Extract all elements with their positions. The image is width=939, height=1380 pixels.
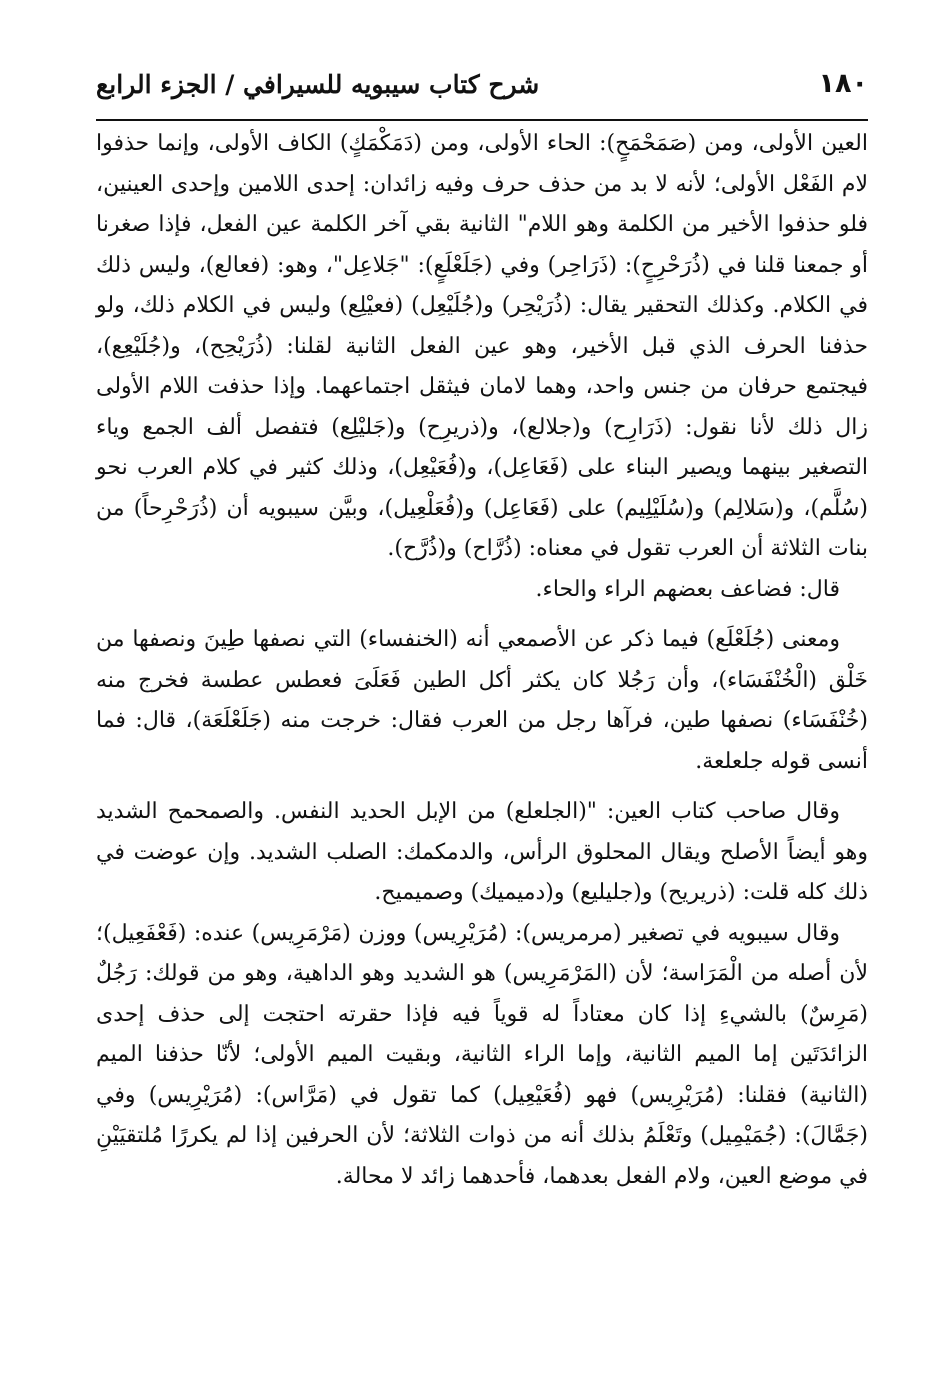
page-number: ١٨٠ (818, 68, 868, 99)
paragraph: وقال صاحب كتاب العين: "(الجلعلع) من الإبل الحديد النفس. والصمحمح الشديد وهو أيضاً الأصلح ويقال المحلوق الرأس، والدمكمك: الصلب الشديد. وإن عوضت في ذلك كله قلت: (ذريريح) و(جليليع) و(دميميك) وصميميح. (96, 799, 868, 905)
running-title: شرح كتاب سيبويه للسيرافي / الجزء الرابع (96, 70, 540, 99)
paragraph: العين الأولى، ومن (صَمَحْمَحٍ): الحاء الأولى، ومن (دَمَكْمَكٍ) الكاف الأولى، وإنما حذفوا لام الفَعْل الأولى؛ لأنه لا بد من حذف حرف وفيه زائدان: إحدى اللامين وإحدى العينين، فلو حذفوا الأخير من الكلمة وهو اللام" الثانية بقي آخر الكلمة عين الفعل، فإذا صغرنا أو جمعنا قلنا في (ذُرَحْرِحٍ): (ذَرَاحِر) وفي (جَلَعْلَعٍ): "جَلاعِل"، وهو: (فعالع)، وليس ذلك في الكلام. وكذلك التحقير يقال: (ذُرَيْحِر) و(جُلَيْعِل) (فعيْلِع) وليس في الكلام ذلك، ولو حذفنا الحرف الذي قبل الأخير، وهو عين الفعل الثانية لقلنا: (ذُرَيْحِح)، و(جُلَيْعِع)، فيجتمع حرفان من جنس واحد، وهما لامان فيثقل اجتماعهما. وإذا حذفت اللام الأولى زال ذلك لأنا نقول: (ذَرَارِح) و(جلالع)، و(ذريرِح) و(جَليْلِع) فتفصل ألف الجمع وياء التصغير بينهما ويصير البناء على (فَعَاعِل)، و(فُعَيْعِل)، وذلك كثير في كلام العرب نحو (سُلَّم)، و(سَلالِم) و(سُلَيْلِيم) على (فَعَاعِل) و(فُعَلْعِيل)، وبيَّن سيبويه أن (ذُرَحْرِحاً) من بنات الثلاثة أن العرب تقول في معناه: (ذُرَّاح) و(ذُرَّح). (96, 131, 868, 561)
page-header (96, 62, 868, 112)
paragraph: قال: فضاعف بعضهم الراء والحاء. (535, 576, 840, 602)
header-rule (96, 119, 868, 121)
body-text (96, 124, 868, 1197)
paragraph: وقال سيبويه في تصغير (مرمريس): (مُرَيْرِيس) ووزن (مَرْمَرِيس) عنده: (فَعْفَعِيل)؛ لأن أصله من الْمَرَاسة؛ لأن (المَرْمَرِيس) هو الشديد وهو الداهية، وهو من قولك: رَجُلٌ (مَرِسٌ) بالشيءِ إذا كان معتاداً له قوياً فيه فإذا حقرته احتجت إلى حذف إحدى الزائدَتَين إما الميم الثانية، وإما الراء الثانية، وبقيت الميم الأولى؛ لأنّا حذفنا الميم (الثانية) فقلنا: (مُرَيْرِيس) فهو (فُعَيْعِيل) كما تقول في (مَرَّاس): (مُرَيْرِيس) وفي (جَمَّالَ): (جُمَيْمِيل) وتَعْلَمُ بذلك أنه من ذوات الثلاثة؛ لأن الحرفين إذا لم يكررًا مُلتقيَيْنِ في موضع العين، ولام الفعل بعدهما، فأحدهما زائد لا محالة. (96, 920, 868, 1189)
paragraph: ومعنى (جُلَعْلَع) فيما ذكر عن الأصمعي أنه (الخنفساء) التي نصفها طِينَ ونصفها من خَلْق (الْخُنْفَسَاء)، وأن رَجُلا كان يكثر أكل الطين فَعَلَىَ فعطس عطسة فخرج منه (خُنْفَسَاء) نصفها طين، فرآها رجل من العرب فقال: خرجت منه (جَلَعْلَعَة)، قال: فما أنسى قوله جلعلعة. (96, 627, 868, 774)
